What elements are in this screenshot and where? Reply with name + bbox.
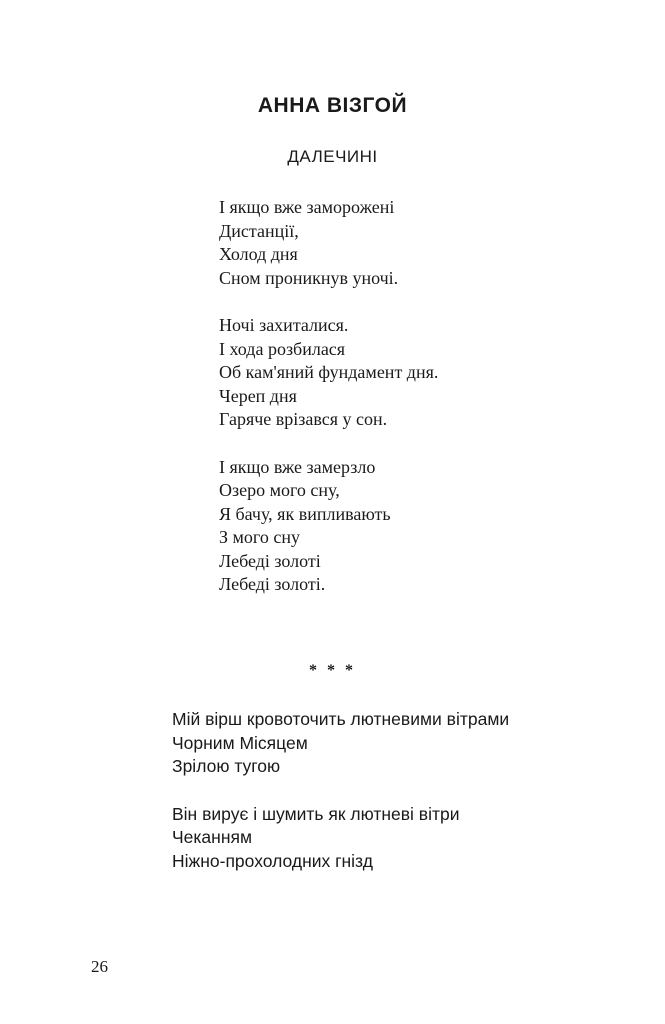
author-name: АННА ВІЗГОЙ	[257, 94, 408, 117]
poem-line: Ніжно-прохолодних гнізд	[172, 850, 373, 871]
poem-line: Зрілою тугою	[172, 756, 281, 776]
stanza	[172, 708, 509, 779]
poem-line: Ночі захиталися.	[219, 315, 349, 335]
page-number: 26	[91, 957, 108, 976]
poem-line: І якщо вже замерзло	[219, 456, 376, 477]
section-separator: * * *	[309, 662, 356, 679]
poem-untitled	[172, 708, 509, 897]
poem-line: Чорним Місяцем	[172, 732, 308, 753]
poem-line: Гаряче врізався у сон.	[219, 409, 388, 429]
poem-line: Він вирує і шумить як лютневі вітри	[172, 803, 460, 824]
poem-line: Дистанції,	[219, 220, 299, 241]
poem-title: ДАЛЕЧИНІ	[287, 147, 378, 166]
poem-line: Об кам'яний фундамент дня.	[219, 362, 439, 382]
poem-line: З мого сну	[219, 527, 300, 547]
poem-line: Мій вірш кровоточить лютневими вітрами	[172, 709, 510, 729]
poem-line: Я бачу, як випливають	[219, 503, 391, 524]
poem-line: Череп дня	[219, 385, 297, 406]
poem-line: І хода розбилася	[219, 338, 346, 359]
stanza	[219, 196, 438, 290]
stanza	[219, 314, 438, 432]
poem-line: Сном проникнув уночі.	[219, 267, 399, 288]
poem-line: Озеро мого сну,	[219, 480, 340, 500]
stanza	[219, 456, 438, 597]
poem-dalechyni	[219, 196, 438, 621]
poem-line: І якщо вже заморожені	[219, 197, 395, 217]
stanza	[172, 803, 509, 874]
poem-line: Лебеді золоті.	[219, 574, 326, 594]
poem-line: Лебеді золоті	[219, 550, 321, 571]
poem-line: Чеканням	[172, 827, 253, 847]
poem-line: Холод дня	[219, 244, 298, 264]
